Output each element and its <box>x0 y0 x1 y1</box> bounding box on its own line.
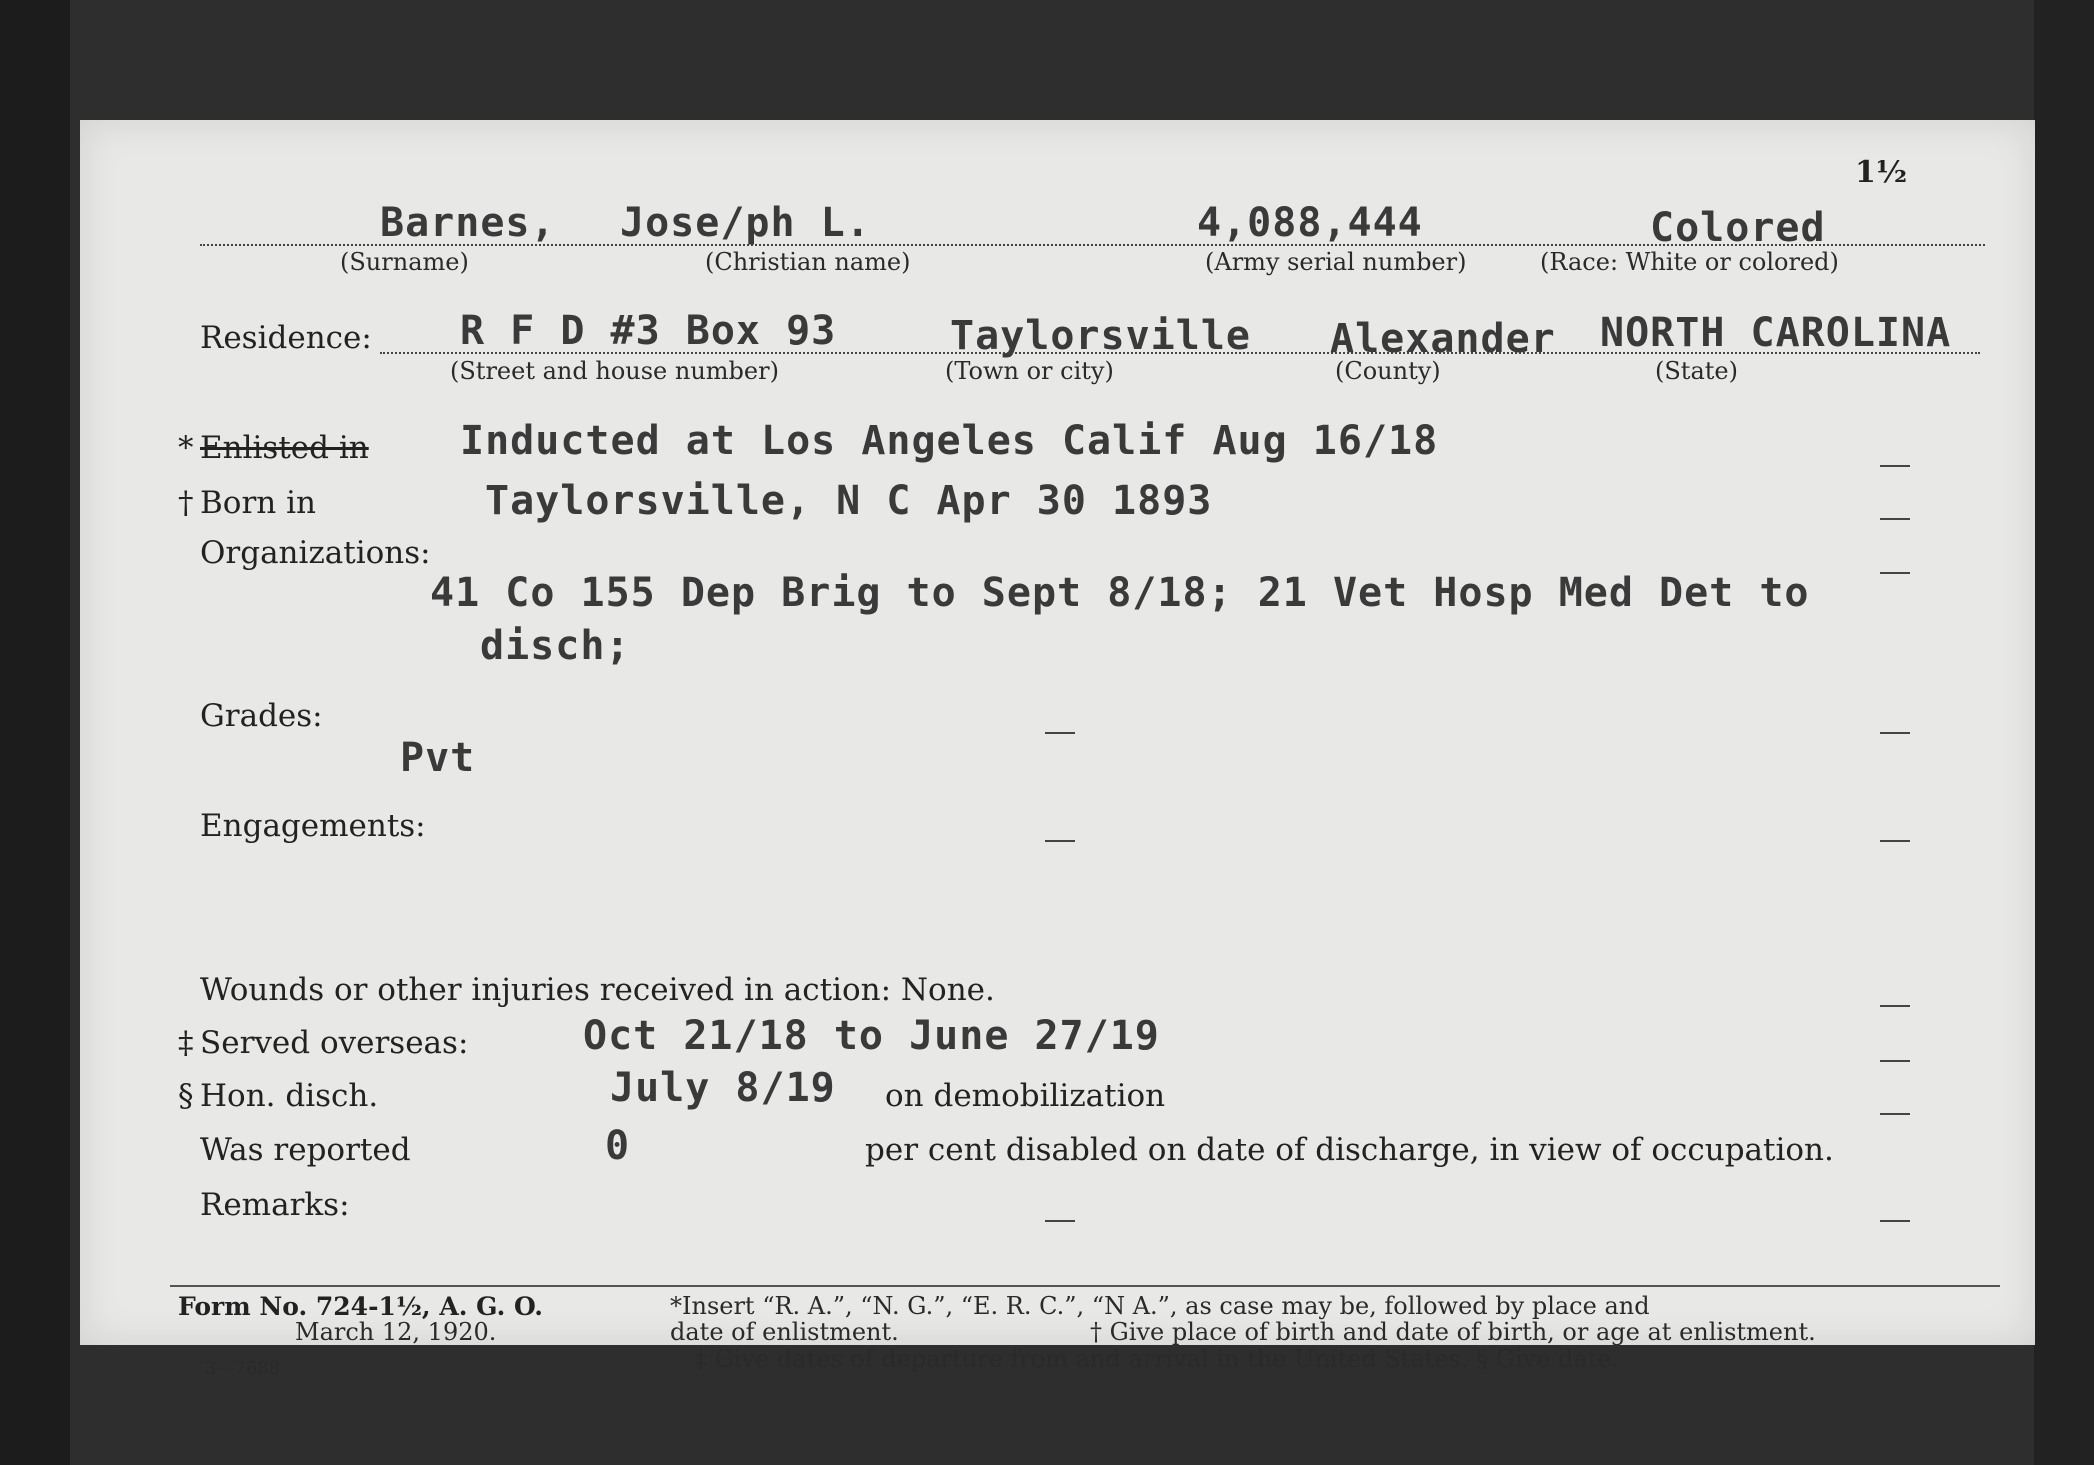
name-row-line <box>200 244 1985 246</box>
surname-caption: (Surname) <box>340 248 469 276</box>
serial-caption: (Army serial number) <box>1205 248 1467 276</box>
hon-disch-label: Hon. disch. <box>200 1078 379 1114</box>
state-caption: (State) <box>1655 357 1738 385</box>
hon-marker: § <box>178 1078 194 1114</box>
footer-divider <box>170 1285 2000 1287</box>
county-caption: (County) <box>1335 357 1441 385</box>
footnote-enlistment-cont: date of enlistment. <box>670 1318 899 1346</box>
grades-dash <box>1880 732 1910 734</box>
remarks-label: Remarks: <box>200 1187 350 1223</box>
organizations-dash <box>1880 572 1910 574</box>
hon-disch-date: July 8/19 <box>610 1065 836 1111</box>
corner-number: 1½ <box>1855 155 1908 190</box>
organizations-line-2: disch; <box>480 623 631 669</box>
reported-label: Was reported <box>200 1132 411 1168</box>
footnote-enlistment: *Insert “R. A.”, “N. G.”, “E. R. C.”, “N A.”, as case may be, followed by place and <box>670 1292 1650 1320</box>
grade-value: Pvt <box>400 735 476 781</box>
state-value: NORTH CAROLINA <box>1600 310 1952 356</box>
remarks-mid-dash <box>1045 1220 1075 1222</box>
form-code: 3—7688 <box>205 1358 281 1379</box>
county-value: Alexander <box>1330 316 1556 362</box>
inducted-value: Inducted at Los Angeles Calif Aug 16/18 <box>460 418 1439 464</box>
enlisted-dash <box>1880 465 1910 467</box>
street-caption: (Street and house number) <box>450 357 779 385</box>
grades-mid-dash <box>1045 732 1075 734</box>
enlisted-marker: * <box>178 430 194 466</box>
scan-edge-right <box>2034 0 2094 1465</box>
disabled-statement: per cent disabled on date of discharge, in view of occupation. <box>865 1132 1834 1168</box>
grades-label: Grades: <box>200 698 323 734</box>
born-dash <box>1880 518 1910 520</box>
race-value: Colored <box>1650 205 1826 251</box>
residence-row-line <box>380 352 1980 354</box>
hon-disch-dash <box>1880 1113 1910 1115</box>
born-value: Taylorsville, N C Apr 30 1893 <box>485 478 1213 524</box>
street-value: R F D #3 Box 93 <box>460 308 837 354</box>
born-marker: † <box>178 485 194 521</box>
served-value: Oct 21/18 to June 27/19 <box>583 1013 1160 1059</box>
form-date: March 12, 1920. <box>295 1318 497 1346</box>
percent-disabled-value: 0 <box>605 1123 631 1169</box>
service-record-card <box>80 120 2035 1379</box>
scan-edge-left <box>0 0 70 1465</box>
served-dash <box>1880 1060 1910 1062</box>
residence-label: Residence: <box>200 320 372 356</box>
serial-number-value: 4,088,444 <box>1197 200 1423 246</box>
engagements-dash <box>1880 840 1910 842</box>
hon-disch-reason: on demobilization <box>885 1078 1166 1114</box>
footnote-overseas: ‡ Give dates of departure from and arrival in the United States. § Give date. <box>695 1345 1620 1373</box>
race-caption: (Race: White or colored) <box>1540 248 1839 276</box>
born-label: Born in <box>200 485 316 521</box>
engagements-label: Engagements: <box>200 808 426 844</box>
served-label: Served overseas: <box>200 1025 469 1061</box>
christian-name-value: Jose/ph L. <box>620 200 871 246</box>
engagements-mid-dash <box>1045 840 1075 842</box>
form-number: Form No. 724-1½, A. G. O. <box>178 1292 544 1321</box>
town-caption: (Town or city) <box>945 357 1114 385</box>
organizations-label: Organizations: <box>200 535 431 571</box>
enlisted-label: Enlisted in <box>200 430 369 466</box>
wounds-line: Wounds or other injuries received in action: None. <box>200 972 995 1008</box>
remarks-dash <box>1880 1220 1910 1222</box>
town-value: Taylorsville <box>950 313 1251 359</box>
organizations-line-1: 41 Co 155 Dep Brig to Sept 8/18; 21 Vet Hosp Med Det to <box>430 570 1810 616</box>
surname-value: Barnes, <box>380 200 556 246</box>
christian-name-caption: (Christian name) <box>705 248 911 276</box>
served-marker: ‡ <box>178 1025 194 1061</box>
wounds-dash <box>1880 1005 1910 1007</box>
footnote-birth: † Give place of birth and date of birth, or age at enlistment. <box>1090 1318 1816 1346</box>
